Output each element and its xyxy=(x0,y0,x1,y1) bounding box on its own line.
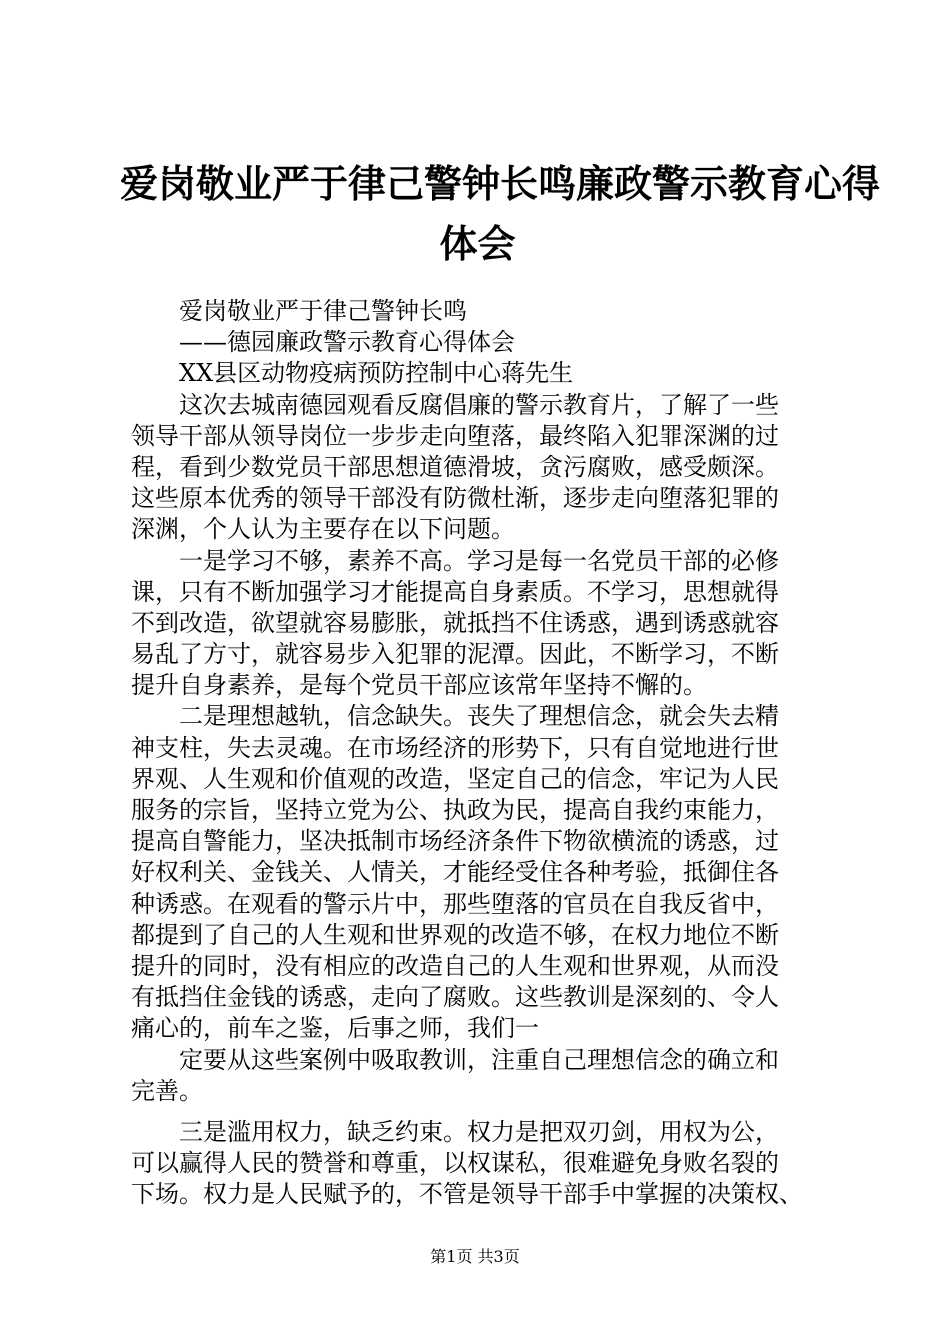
page-footer: 第1页 共3页 xyxy=(430,1247,520,1266)
text-line: 领导干部从领导岗位一步步走向堕落，最终陷入犯罪深渊的过 xyxy=(131,421,779,450)
text-line: 二是理想越轨，信念缺失。丧失了理想信念，就会失去精 xyxy=(179,702,779,731)
text-line: XX县区动物疫病预防控制中心蒋先生 xyxy=(179,359,574,388)
text-line: 三是滥用权力，缺乏约束。权力是把双刃剑，用权为公， xyxy=(179,1117,779,1146)
text-line: 完善。 xyxy=(131,1076,203,1105)
document-title-line-1: 爱岗敬业严于律己警钟长鸣廉政警示教育心得 xyxy=(120,161,881,206)
text-line: 定要从这些案例中吸取教训，注重自己理想信念的确立和 xyxy=(179,1045,779,1074)
text-line: 都提到了自己的人生观和世界观的改造不够，在权力地位不断 xyxy=(131,920,779,949)
text-line: 好权利关、金钱关、人情关，才能经受住各种考验，抵御住各 xyxy=(131,858,779,887)
text-line: 提升自身素养，是每个党员干部应该常年坚持不懈的。 xyxy=(131,671,707,700)
text-line: 爱岗敬业严于律己警钟长鸣 xyxy=(179,297,467,325)
text-line: 提升的同时，没有相应的改造自己的人生观和世界观，从而没 xyxy=(131,951,779,980)
text-line: 不到改造，欲望就容易膨胀，就抵挡不住诱惑，遇到诱惑就容 xyxy=(131,608,779,637)
text-line: 有抵挡住金钱的诱惑，走向了腐败。这些教训是深刻的、令人 xyxy=(131,983,779,1012)
text-line: 这些原本优秀的领导干部没有防微杜渐，逐步走向堕落犯罪的 xyxy=(131,484,779,513)
text-line: 界观、人生观和价值观的改造，坚定自己的信念，牢记为人民 xyxy=(131,764,779,793)
text-line: 服务的宗旨，坚持立党为公、执政为民，提高自我约束能力， xyxy=(131,796,779,824)
text-line: 提高自警能力，坚决抵制市场经济条件下物欲横流的诱惑，过 xyxy=(131,827,779,856)
text-line: 可以赢得人民的赞誉和尊重，以权谋私，很难避免身败名裂的 xyxy=(131,1149,779,1178)
text-line: 深渊，个人认为主要存在以下问题。 xyxy=(131,515,515,544)
text-line: 神支柱，失去灵魂。在市场经济的形势下，只有自觉地进行世 xyxy=(131,733,779,762)
text-line: 课，只有不断加强学习才能提高自身素质。不学习，思想就得 xyxy=(131,577,779,606)
document-body xyxy=(131,296,833,1210)
paragraph-gap xyxy=(131,1107,833,1117)
text-line: 下场。权力是人民赋予的，不管是领导干部手中掌握的决策权、 xyxy=(131,1180,803,1209)
text-line: 痛心的，前车之鉴，后事之师，我们一 xyxy=(131,1014,539,1043)
text-line: 程，看到少数党员干部思想道德滑坡，贪污腐败，感受颇深。 xyxy=(131,452,779,481)
text-line: 一是学习不够，素养不高。学习是每一名党员干部的必修 xyxy=(179,546,779,575)
document-title-line-2: 体会 xyxy=(439,221,516,266)
text-line: ——德园廉政警示教育心得体会 xyxy=(179,328,515,357)
text-line: 这次去城南德园观看反腐倡廉的警示教育片，了解了一些 xyxy=(179,390,779,419)
text-line: 种诱惑。在观看的警示片中，那些堕落的官员在自我反省中， xyxy=(131,889,779,918)
text-line: 易乱了方寸，就容易步入犯罪的泥潭。因此，不断学习，不断 xyxy=(131,640,779,669)
